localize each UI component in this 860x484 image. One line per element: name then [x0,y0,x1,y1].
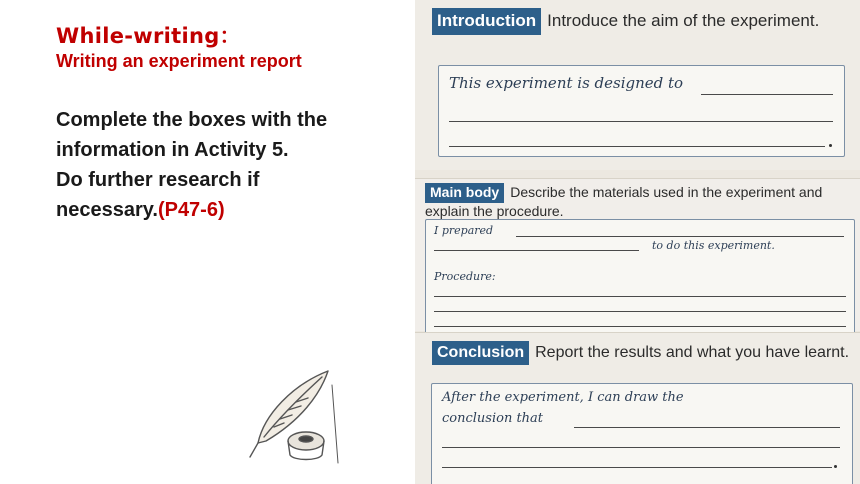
answer-line [434,296,846,297]
answer-line [701,94,833,95]
conclusion-line-2: conclusion that [442,411,544,426]
period-mark [829,144,832,147]
main-body-tag: Main body [425,183,504,203]
main-body-line-2: to do this experiment. [652,239,775,252]
conclusion-section [415,332,860,484]
main-body-line-1: I prepared [434,224,494,237]
introduction-answer-box [438,65,845,157]
answer-line [449,146,825,147]
slide-subtitle: Writing an experiment report [56,51,302,71]
conclusion-answer-box [431,383,853,484]
slide-title: While-writing： [56,24,241,48]
instruction-line-1: Complete the boxes with the [56,109,328,131]
answer-line [449,121,833,122]
main-body-prompt: Describe the materials used in the experiment and explain the procedure. [425,184,823,219]
main-body-answer-box [425,219,855,336]
worksheet-image [415,0,860,484]
page-reference: (P47-6) [157,199,225,221]
introduction-section [415,0,860,170]
introduction-tag: Introduction [432,8,541,35]
answer-line [442,447,840,448]
answer-line [442,467,832,468]
introduction-prompt: Introduce the aim of the experiment. [547,11,820,30]
instruction-line-4 [56,195,386,225]
quill-and-inkwell-icon [244,365,348,465]
answer-line [574,427,840,428]
conclusion-prompt: Report the results and what you have learnt. [535,344,850,361]
introduction-heading [432,8,842,35]
period-mark [834,465,837,468]
main-body-heading [425,183,855,220]
instructions [56,105,386,225]
answer-line [434,326,846,327]
instruction-line-2: information in Activity 5. [56,139,289,161]
introduction-handwriting: This experiment is designed to [449,74,684,92]
answer-line [516,236,844,237]
main-body-section [415,178,860,331]
answer-line [434,250,639,251]
answer-line [434,311,846,312]
conclusion-tag: Conclusion [432,341,529,365]
procedure-label: Procedure: [434,270,496,283]
conclusion-line-1: After the experiment, I can draw the [442,390,684,405]
conclusion-heading [432,341,852,365]
instruction-line-4-text: necessary. [56,199,158,221]
instruction-line-3: Do further research if [56,169,260,191]
